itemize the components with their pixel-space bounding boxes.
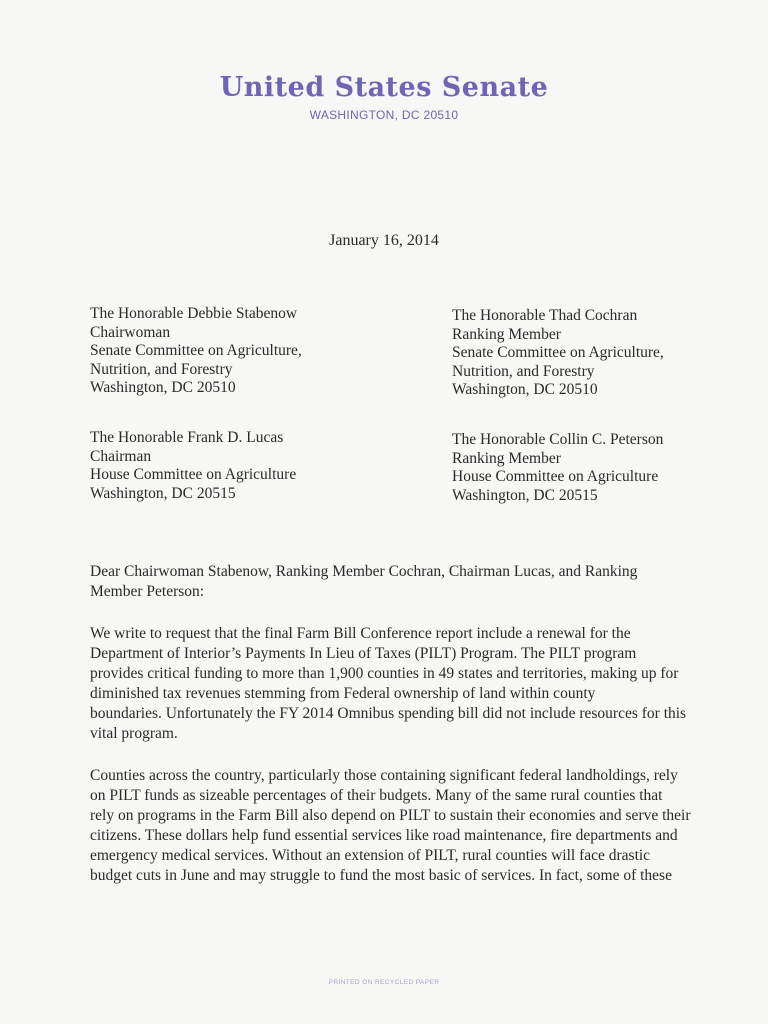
recipient-address-stabenow: [90, 305, 302, 398]
recipient-address-lucas: [90, 429, 296, 503]
body-line: on PILT funds as sizeable percentages of their budgets. Many of the same rural counties that: [90, 787, 663, 804]
salutation: Dear Chairwoman Stabenow, Ranking Member Cochran, Chairman Lucas, and Ranking Member Peterson:: [90, 563, 638, 600]
recipient-name: The Honorable Collin C. Peterson: [452, 431, 664, 448]
recipient-title: Ranking Member: [452, 449, 561, 467]
body-paragraph-2: [90, 766, 690, 886]
body-paragraph-1: [90, 624, 690, 744]
recipient-line: Washington, DC 20515: [90, 484, 236, 502]
recipient-line: House Committee on Agriculture: [90, 466, 297, 483]
body-line: rely on programs in the Farm Bill also depend on PILT to sustain their economies and serve their: [90, 807, 691, 824]
recipient-line: Senate Committee on Agriculture,: [90, 342, 302, 359]
body-line: diminished tax revenues stemming from Federal ownership of land within county: [90, 685, 596, 702]
body-line: provides critical funding to more than 1,900 counties in 49 states and territories, making up for: [90, 665, 679, 682]
letterhead-address: WASHINGTON, DC 20510: [309, 108, 459, 122]
body-line: boundaries. Unfortunately the FY 2014 Omnibus spending bill did not include resources for this: [90, 705, 687, 722]
recipient-line: Nutrition, and Forestry: [452, 362, 595, 380]
recipient-name: The Honorable Frank D. Lucas: [90, 429, 284, 446]
body-line: emergency medical services. Without an extension of PILT, rural counties will face drastic: [90, 847, 651, 864]
recipient-line: Washington, DC 20510: [90, 379, 236, 396]
body-line: budget cuts in June and may struggle to fund the most basic of services. In fact, some of these: [90, 867, 672, 884]
recipient-line: Nutrition, and Forestry: [90, 360, 233, 378]
body-line: We write to request that the final Farm Bill Conference report include a renewal for the: [90, 625, 631, 642]
body-line: Counties across the country, particularly those containing significant federal landholdings, rely: [90, 767, 678, 784]
recipient-name: The Honorable Debbie Stabenow: [90, 305, 298, 322]
letter-date: January 16, 2014: [329, 232, 439, 249]
recipient-line: House Committee on Agriculture: [452, 468, 659, 485]
letterhead-title: United States Senate: [219, 72, 549, 103]
body-line: citizens. These dollars help fund essential services like road maintenance, fire departments and: [90, 827, 678, 844]
recipient-title: Chairwoman: [90, 323, 171, 341]
recipient-address-cochran: [452, 307, 664, 400]
recipient-name: The Honorable Thad Cochran: [452, 307, 638, 324]
recipient-title: Ranking Member: [452, 325, 561, 343]
recipient-line: Washington, DC 20510: [452, 381, 598, 398]
recycled-paper-footer: PRINTED ON RECYCLED PAPER: [328, 979, 440, 986]
body-line: vital program.: [90, 725, 178, 742]
recipient-address-peterson: [452, 431, 663, 505]
recipient-title: Chairman: [90, 447, 152, 465]
recipient-line: Washington, DC 20515: [452, 486, 598, 504]
recipient-line: Senate Committee on Agriculture,: [452, 344, 664, 361]
body-line: Department of Interior’s Payments In Lieu of Taxes (PILT) Program. The PILT program: [90, 645, 637, 662]
